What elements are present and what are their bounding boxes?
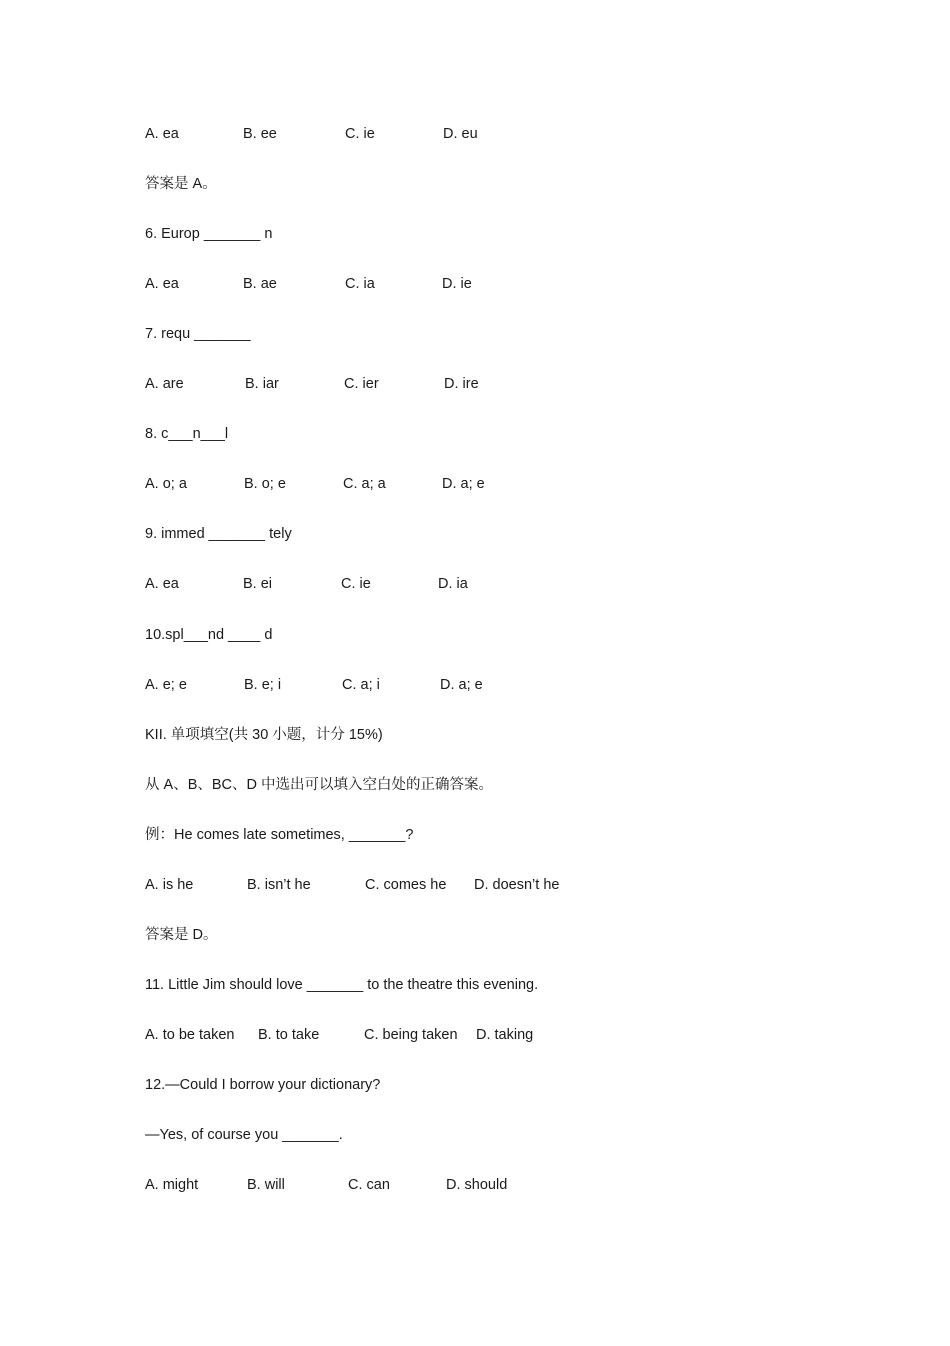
option-b: B. ae	[243, 276, 277, 292]
option-b: B. will	[247, 1177, 285, 1193]
option-c: C. comes he	[365, 877, 447, 893]
text-line: 8. c___n___l	[145, 426, 229, 442]
option-a: A. are	[145, 376, 184, 392]
option-d: D. a; e	[442, 476, 485, 492]
text-line: 从 A、B、BC、D 中选出可以填入空白处的正确答案。	[145, 777, 494, 793]
option-a: A. to be taken	[145, 1027, 235, 1043]
option-a: A. is he	[145, 877, 194, 893]
option-b: B. ei	[243, 576, 273, 592]
text-line: 9. immed _______ tely	[145, 526, 292, 542]
option-d: D. should	[446, 1177, 508, 1193]
option-c: C. a; i	[342, 677, 380, 693]
option-b: B. to take	[258, 1027, 320, 1043]
option-b: B. e; i	[244, 677, 282, 693]
text-line: 10.spl___nd ____ d	[145, 627, 273, 643]
text-line: 例：He comes late sometimes, _______?	[145, 827, 414, 843]
option-c: C. being taken	[364, 1027, 458, 1043]
option-c: C. a; a	[343, 476, 386, 492]
text-line: 12.—Could I borrow your dictionary?	[145, 1077, 381, 1093]
option-b: B. isn’t he	[247, 877, 311, 893]
option-d: D. eu	[443, 126, 478, 142]
option-d: D. a; e	[440, 677, 483, 693]
option-d: D. taking	[476, 1027, 534, 1043]
option-a: A. ea	[145, 576, 179, 592]
option-c: C. ie	[345, 126, 375, 142]
text-line: 11. Little Jim should love _______ to the theatre this evening.	[145, 977, 539, 993]
option-a: A. might	[145, 1177, 199, 1193]
option-d: D. ia	[438, 576, 468, 592]
option-c: C. ia	[345, 276, 375, 292]
option-a: A. e; e	[145, 677, 187, 693]
text-line: —Yes, of course you _______.	[145, 1127, 343, 1143]
option-b: B. ee	[243, 126, 277, 142]
option-c: C. ie	[341, 576, 371, 592]
text-line: 7. requ _______	[145, 326, 251, 342]
text-line: 答案是 D。	[145, 927, 218, 943]
text-line: 答案是 A。	[145, 176, 217, 192]
text-line: KII. 单项填空(共 30 小题，计分 15%)	[145, 727, 383, 743]
option-d: D. ie	[442, 276, 472, 292]
option-b: B. o; e	[244, 476, 286, 492]
option-d: D. ire	[444, 376, 479, 392]
option-a: A. ea	[145, 126, 179, 142]
option-c: C. ier	[344, 376, 379, 392]
option-b: B. iar	[245, 376, 279, 392]
option-d: D. doesn’t he	[474, 877, 560, 893]
option-a: A. ea	[145, 276, 179, 292]
option-a: A. o; a	[145, 476, 187, 492]
option-c: C. can	[348, 1177, 390, 1193]
text-line: 6. Europ _______ n	[145, 226, 273, 242]
